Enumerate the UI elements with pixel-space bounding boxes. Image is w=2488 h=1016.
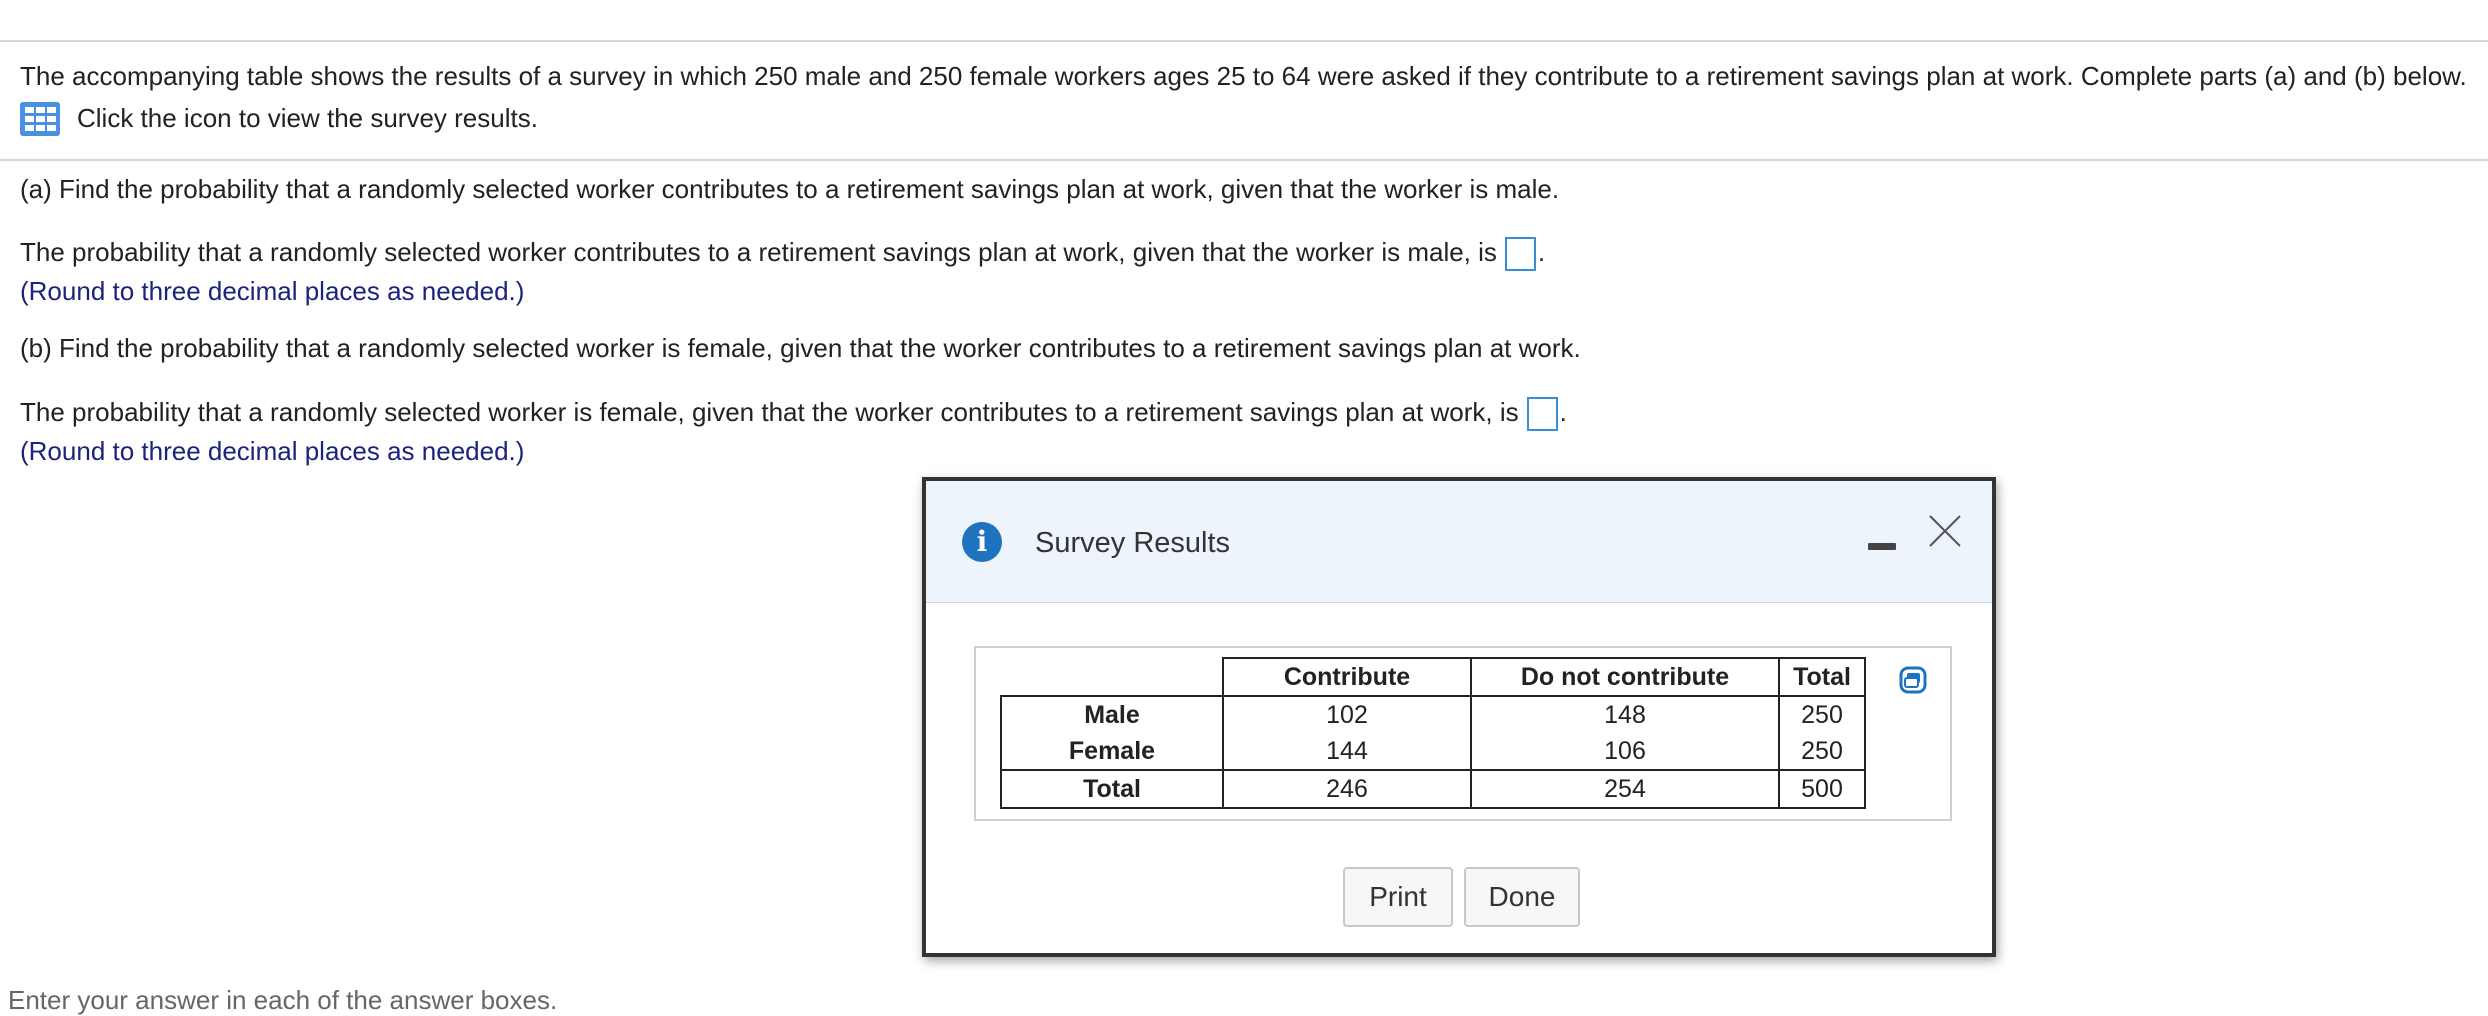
close-icon bbox=[1925, 511, 1965, 551]
part-a-answer-text: The probability that a randomly selected worker contributes to a retirement savings plan at work, given that the worker is male, is bbox=[20, 237, 1497, 267]
part-b-hint: (Round to three decimal places as needed.) bbox=[20, 436, 525, 466]
row-header: Male bbox=[1001, 696, 1223, 733]
table-cell: 106 bbox=[1471, 733, 1779, 770]
part-a-answer-line bbox=[20, 236, 1545, 271]
minimize-button[interactable] bbox=[1868, 531, 1898, 561]
table-row bbox=[1001, 696, 1865, 733]
survey-results-dialog bbox=[922, 477, 1996, 957]
table-corner bbox=[1001, 658, 1223, 696]
table-cell: 102 bbox=[1223, 696, 1471, 733]
table-cell: 254 bbox=[1471, 770, 1779, 808]
done-button[interactable]: Done bbox=[1464, 867, 1580, 927]
part-a-prompt: (a) Find the probability that a randomly selected worker contributes to a retirement savings plan at work, given that the worker is male. bbox=[20, 174, 1560, 204]
table-icon[interactable] bbox=[20, 102, 60, 136]
table-cell: 500 bbox=[1779, 770, 1865, 808]
table-cell: 144 bbox=[1223, 733, 1471, 770]
question-intro: The accompanying table shows the results of a survey in which 250 male and 250 female workers ages 25 to 64 were asked if they contribute to a retirement savings plan at work. Complete parts (a) and (b) below. bbox=[20, 61, 2467, 91]
close-button[interactable] bbox=[1925, 511, 1965, 551]
top-divider bbox=[0, 40, 2488, 42]
part-b-prompt: (b) Find the probability that a randomly selected worker is female, given that the worker contributes to a retirement savings plan at work. bbox=[20, 333, 1581, 363]
row-header: Total bbox=[1001, 770, 1223, 808]
copy-table-icon[interactable] bbox=[1898, 665, 1928, 695]
part-a-hint: (Round to three decimal places as needed.) bbox=[20, 276, 525, 306]
column-header: Total bbox=[1779, 658, 1865, 696]
table-cell: 250 bbox=[1779, 733, 1865, 770]
part-a-period: . bbox=[1537, 237, 1546, 267]
column-header: Do not contribute bbox=[1471, 658, 1779, 696]
table-cell: 250 bbox=[1779, 696, 1865, 733]
dialog-header bbox=[926, 481, 1992, 603]
table-cell: 148 bbox=[1471, 696, 1779, 733]
table-row bbox=[1001, 770, 1865, 808]
info-icon: i bbox=[962, 522, 1002, 562]
print-button[interactable]: Print bbox=[1343, 867, 1453, 927]
dialog-title: Survey Results bbox=[1035, 527, 1231, 559]
table-header-row bbox=[1001, 658, 1865, 696]
part-b-answer-input[interactable] bbox=[1527, 397, 1558, 431]
column-header: Contribute bbox=[1223, 658, 1471, 696]
footer-instruction: Enter your answer in each of the answer boxes. bbox=[8, 985, 558, 1015]
row-header: Female bbox=[1001, 733, 1223, 770]
table-row bbox=[1001, 733, 1865, 770]
view-survey-link[interactable]: Click the icon to view the survey results. bbox=[77, 103, 538, 133]
minimize-icon bbox=[1868, 543, 1896, 550]
table-cell: 246 bbox=[1223, 770, 1471, 808]
survey-table-frame bbox=[974, 646, 1952, 821]
part-a-answer-input[interactable] bbox=[1505, 237, 1536, 271]
part-b-answer-text: The probability that a randomly selected worker is female, given that the worker contributes to a retirement savings plan at work, is bbox=[20, 397, 1519, 427]
section-divider bbox=[0, 159, 2488, 161]
part-b-answer-line bbox=[20, 396, 1567, 431]
part-b-period: . bbox=[1559, 397, 1567, 427]
survey-table bbox=[1000, 657, 1866, 809]
